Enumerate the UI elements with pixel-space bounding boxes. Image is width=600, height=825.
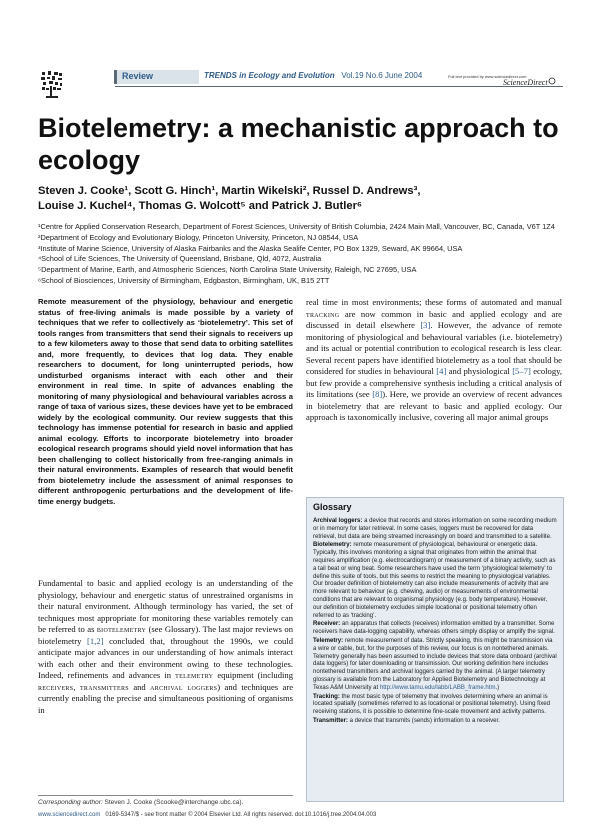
journal-header: [204, 71, 422, 80]
glossary-entry: Telemetry: remote measurement of data. Strictly speaking, this might be transmission via a wire or cable, but, for the purposes of this review, our focus is on nontethered animals. Telemetry generally has been assumed to include devices that store data onboard (archival data loggers) for later downloading or transmission. Our working definition here includes nontethered transmitters and archival loggers carried by the animal. (A larger telemetry glossary is available from the Laboratory for Applied Biotelemetry and Biotechnology at Texas A&M University at http://www.tamu.edu/labb/LABB_frame.htm.): [313, 637, 557, 691]
affiliation: ⁵Department of Marine, Earth, and Atmospheric Sciences, North Carolina State University, Raleigh, NC 27695, USA: [38, 265, 417, 275]
glossary-entry: Biotelemetry: remote measurement of physiological, behavioural or energetic data. Typically, this involves monitoring a signal that originates from within the animal that requires amplification (e.g. electrocardiogram) or measurement of a binary activity, such as a tail beat or wing beat. Some researchers have used the term ‘physiological telemetry’ to define this suite of tools, but this seems to restrict the meaning to physiological variables. Our broader definition of biotelemetry can also include measurements of activity that are more relevant to behaviour (e.g. chewing, audio) or measurements of environmental conditions that are relevant to organismal physiology (e.g. body temperature). However, our definition of biotelemetry excludes simple locational or positional telemetry often referred to as ‘tracking’.: [313, 542, 556, 619]
glossary-entry: Tracking: the most basic type of telemetry that involves determining where an animal is located spatially (sometimes referred to as locational or positional telemetry). Using fixed receiving stations, it is possible to determine fine-scale movement and activity patterns.: [313, 693, 550, 716]
affiliation: ³Institute of Marine Science, University of Alaska Fairbanks and the Alaska Sealife Center, PO Box 1329, Seward, AK 99664, USA: [38, 243, 463, 253]
citation-link[interactable]: [5–7]: [512, 366, 531, 376]
doi-citation: 0169-5347/$ - see front matter © 2004 Elsevier Ltd. All rights reserved. doi:10.1016/j.tree.2004.04.003: [105, 812, 377, 818]
glossary-term: receivers: [38, 681, 74, 692]
glossary-term: tracking: [306, 308, 340, 319]
glossary-term: transmitters: [79, 681, 129, 692]
section-label: Review: [122, 71, 154, 81]
affiliation: ⁶School of Biosciences, University of Birmingham, Edgbaston, Birmingham, UK, B15 2TT: [38, 275, 330, 285]
authors-line: Louise J. Kuchel⁴, Thomas G. Wolcott⁵ and Patrick J. Butler⁶: [38, 200, 363, 212]
journal-name: TRENDS in Ecology and Evolution: [204, 71, 335, 80]
citation-link[interactable]: [3]: [420, 320, 431, 330]
glossary-term: archival loggers: [150, 681, 218, 692]
sciencedirect-logo: [448, 72, 562, 86]
affiliation: ⁴School of Life Sciences, The University of Queensland, Brisbane, Qld, 4072, Australia: [38, 254, 322, 264]
citation-link[interactable]: [8]: [372, 389, 383, 399]
svg-text:ScienceDirect: ScienceDirect: [503, 78, 548, 86]
introduction-paragraph: Fundamental to basic and applied ecology is an understanding of the physiology, behaviour and energetic status of unrestrained organisms in their natural environment. Although terminology has varied, the set of techniques most appropriate for monitoring these variables remotely can be referred to as biotelemetry (see Glossary). The last major reviews on biotelemetry [1,2] concluded that, throughout the 1990s, we could anticipate major advances in our understanding of how animals interact with each other and their environment owing to these technologies. Indeed, refinements and advances in telemetry equipment (including receivers, transmitters and archival loggers) and techniques are currently enabling the precise and simultaneous positioning of organisms in: [38, 578, 294, 715]
corresponding-author: Corresponding author: Steven J. Cooke (Scooke@interchange.ubc.ca).: [38, 799, 244, 806]
article-title: Biotelemetry: a mechanistic approach to ecology: [38, 113, 559, 175]
glossary-entry: Archival loggers: a device that records and stores information on some recording medium or in memory for later retrieval. In some cases, loggers must be recovered for data retrieval, but data are being streamed increasingly on board and transmitted to a satellite.: [313, 518, 557, 540]
footnote-rule: [38, 795, 293, 796]
abstract: Remote measurement of the physiology, behaviour and energetic status of free-living animals is made possible by a variety of techniques that we refer to collectively as ‘biotelemetry’. This set of tools ranges from transmitters that send their signals to receivers up to a few kilometers away to those that send data to orbiting satellites and, more frequently, to devices that log data. They enable researchers to document, for long uninterrupted periods, how undisturbed organisms interact with each other and their environment in real time. In spite of advances enabling the monitoring of many physiological and behavioural variables across a range of taxa of various sizes, these devices have yet to be embraced widely by the ecological community. Our review suggests that this technology has immense potential for research in basic and applied animal ecology. Efforts to incorporate biotelemetry into broader ecological research programs should yield novel information that has been challenging to collect historically from free-ranging animals in their natural environments. Examples of research that would benefit from biotelemetry include the assessment of animal responses to different anthropogenic perturbations and the development of life-time energy budgets.: [38, 297, 293, 506]
elsevier-tree-logo: [40, 70, 64, 100]
glossary-title: Glossary: [313, 502, 352, 512]
journal-issue: Vol.19 No.6 June 2004: [341, 71, 423, 80]
author-list: [38, 184, 568, 214]
glossary-term: biotelemetry: [96, 624, 147, 634]
affiliations: [38, 222, 578, 287]
glossary-entry: Transmitter: a device that transmits (sends) information to a receiver.: [313, 717, 500, 724]
glossary-box: [306, 497, 564, 802]
sciencedirect-link[interactable]: www.sciencedirect.com: [38, 812, 101, 818]
citation-link[interactable]: [1,2]: [87, 635, 104, 646]
affiliation: ²Department of Ecology and Evolutionary Biology, Princeton University, Princeton, NJ 08544, USA: [38, 232, 359, 242]
body-paragraph: real time in most environments; these forms of automated and manual tracking are now common in basic and applied ecology and are discussed in detail elsewhere [3]. However, the advance of remote monitoring of physiological and behavioural variables (i.e. biotelemetry) and its actual or potential contribution to ecological research is less clear. Several recent papers have identified biotelemetry as a tool that should be considered for studies in behavioural [4] and physiological [5–7] ecology, but few provide a comprehensive synthesis including a critical analysis of its limitations (see [8]). Here, we provide an overview of recent advances in biotelemetry that are relevant to basic and applied ecology. Our approach is taxonomically inclusive, covering all major animal groups: [306, 297, 563, 422]
page-footer: [38, 812, 376, 818]
glossary-body: [313, 518, 557, 727]
glossary-url-link[interactable]: http://www.tamu.edu/labb/LABB_frame.htm: [379, 684, 496, 691]
glossary-entry: Receiver: an apparatus that collects (receives) information emitted by a transmitter. Some receivers have data-logging capability, whereas others simply display or amplify the signal.: [313, 621, 555, 636]
authors-line: Steven J. Cooke¹, Scott G. Hinch¹, Martin Wikelski², Russel D. Andrews³,: [38, 185, 421, 197]
publisher-logo-text: Full text provided by www.sciencedirect.com: [448, 74, 527, 79]
header-rule: [115, 86, 563, 87]
affiliation: ¹Centre for Applied Conservation Research, Department of Forest Sciences, University of British Columbia, 2424 Main Mall, Vancouver, BC, Canada, V6T 1Z4: [38, 222, 555, 231]
citation-link[interactable]: [4]: [436, 366, 447, 376]
glossary-term: telemetry: [175, 670, 214, 680]
